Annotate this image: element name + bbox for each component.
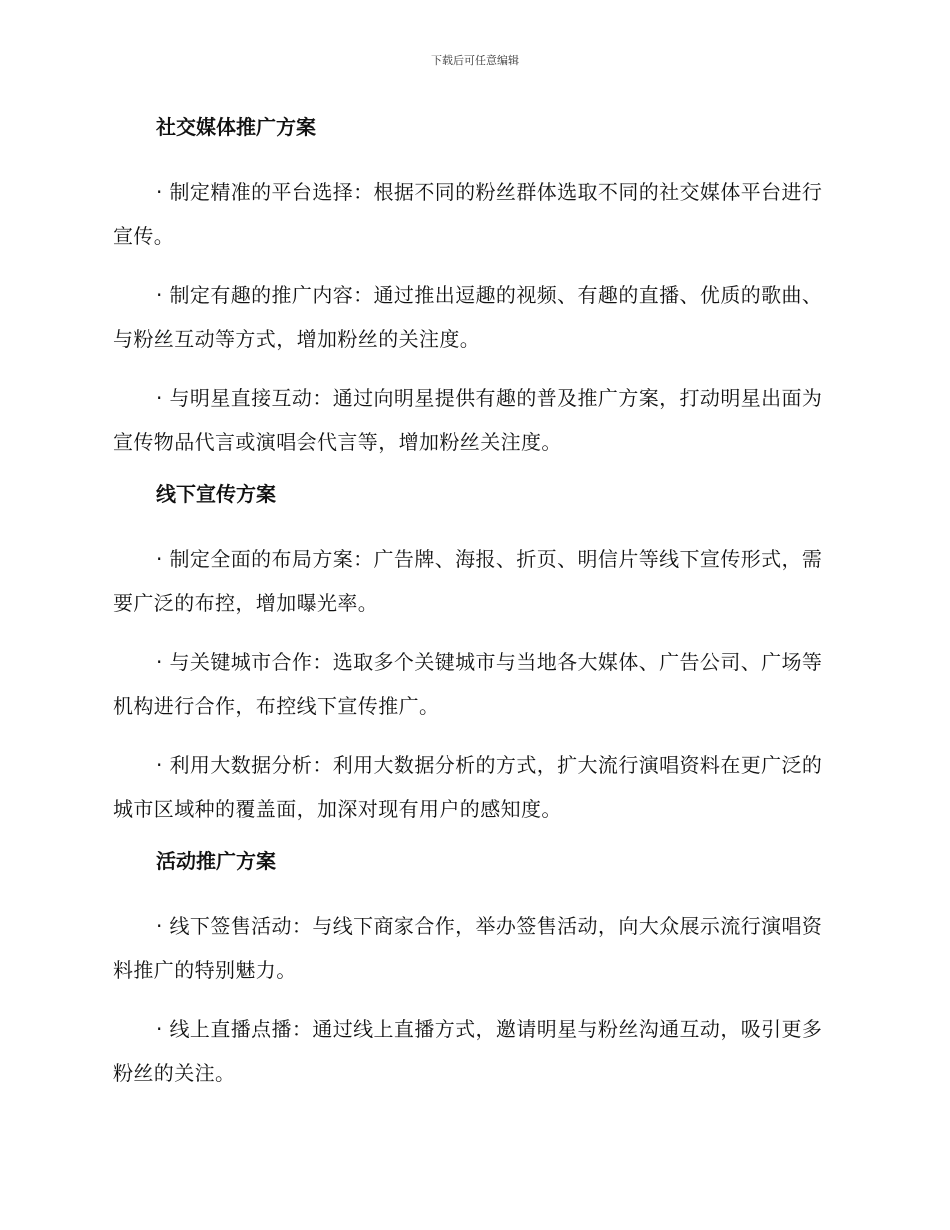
paragraph: · 制定全面的布局方案：广告牌、海报、折页、明信片等线下宣传形式，需要广泛的布控，增加曝光率。 bbox=[113, 547, 823, 615]
paragraph: · 制定有趣的推广内容：通过推出逗趣的视频、有趣的直播、优质的歌曲、与粉丝互动等方式，增加粉丝的关注度。 bbox=[113, 283, 823, 351]
page-header-note: 下载后可任意编辑 bbox=[431, 54, 519, 67]
paragraph: · 利用大数据分析：利用大数据分析的方式，扩大流行演唱资料在更广泛的城市区域种的覆盖面，加深对现有用户的感知度。 bbox=[113, 753, 823, 821]
section-heading-social-media: 社交媒体推广方案 bbox=[156, 115, 316, 139]
paragraph: · 制定精准的平台选择：根据不同的粉丝群体选取不同的社交媒体平台进行宣传。 bbox=[113, 180, 823, 248]
paragraph: · 线下签售活动：与线下商家合作，举办签售活动，向大众展示流行演唱资料推广的特别魅力。 bbox=[113, 914, 823, 982]
section-heading-offline: 线下宣传方案 bbox=[156, 482, 276, 506]
section-heading-events: 活动推广方案 bbox=[156, 849, 276, 873]
paragraph: · 与明星直接互动：通过向明星提供有趣的普及推广方案，打动明星出面为宣传物品代言或演唱会代言等，增加粉丝关注度。 bbox=[113, 386, 823, 454]
paragraph: · 与关键城市合作：选取多个关键城市与当地各大媒体、广告公司、广场等机构进行合作，布控线下宣传推广。 bbox=[113, 650, 823, 718]
paragraph: · 线上直播点播：通过线上直播方式，邀请明星与粉丝沟通互动，吸引更多粉丝的关注。 bbox=[113, 1017, 823, 1085]
document-body bbox=[113, 112, 825, 1110]
